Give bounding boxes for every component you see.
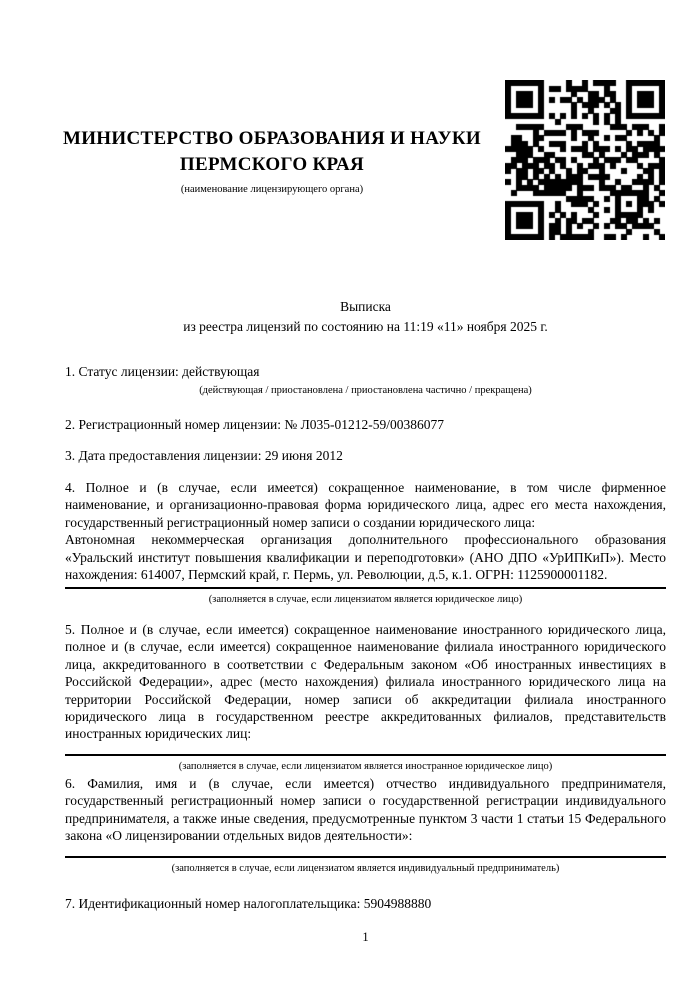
item-foreign-legal-entity <box>65 621 666 773</box>
individual-entrepreneur-heading: 6. Фамилия, имя и (в случае, если имеется) отчество индивидуального предпринимателя, государственный регистрационный номер записи о государственной регистрации индивидуального предпринимателя, а также иные сведения, предусмотренные пунктом 3 части 1 статьи 15 Федерального закона «О лицензировании отдельных видов деятельности»: <box>65 776 666 844</box>
licensing-authority-header <box>62 126 482 196</box>
document-title-block <box>65 297 666 337</box>
legal-entity-caption: (заполняется в случае, если лицензиатом является юридическое лицо) <box>208 594 523 606</box>
item-registration-number <box>65 416 666 433</box>
taxpayer-id-text: 7. Идентификационный номер налогоплательщика: 5904988880 <box>65 896 432 911</box>
foreign-legal-entity-heading: 5. Полное и (в случае, если имеется) сокращенное наименование иностранного юридического лица, полное и (в случае, если имеется) сокращенное наименование филиала иностранного юридического лица, аккредитованного в соответствии с Федеральным законом «Об иностранных инвестициях в Российской Федерации», адрес (место нахождения) филиала иностранного юридического лица на территории Российской Федерации, номер записи об аккредитации филиала иностранного юридического лица в государственном реестре аккредитованных филиалов, представительств иностранных юридических лиц: <box>65 622 666 742</box>
fill-line-legal-entity <box>65 587 666 589</box>
license-status-options-caption: (действующая / приостановлена / приостановлена частично / прекращена) <box>199 385 532 397</box>
ministry-name-line2: ПЕРМСКОГО КРАЯ <box>179 154 365 175</box>
ministry-name-line1: МИНИСТЕРСТВО ОБРАЗОВАНИЯ И НАУКИ <box>62 128 482 149</box>
fill-line-individual-entrepreneur <box>65 856 666 858</box>
license-grant-date-text: 3. Дата предоставления лицензии: 29 июня 2012 <box>65 448 343 463</box>
document-subtitle: из реестра лицензий по состоянию на 11:19 «11» ноября 2025 г. <box>183 319 548 334</box>
qr-code-icon <box>505 80 665 240</box>
legal-entity-value: Автономная некоммерческая организация дополнительного профессионального образования «Уральский институт повышения квалификации и переподготовки» (АНО ДПО «УрИПКиП»). Место нахождения: 614007, Пермский край, г. Пермь, ул. Революции, д.5, к.1. ОГРН: 1125900001182. <box>65 532 666 583</box>
item-license-grant-date <box>65 447 666 464</box>
item-license-status <box>65 363 666 397</box>
individual-entrepreneur-caption: (заполняется в случае, если лицензиатом является индивидуальный предприниматель) <box>171 862 560 874</box>
fill-line-foreign-legal-entity <box>65 754 666 756</box>
item-taxpayer-id <box>65 895 666 912</box>
item-individual-entrepreneur <box>65 775 666 875</box>
document-title: Выписка <box>340 299 391 314</box>
licensing-authority-caption: (наименование лицензирующего органа) <box>180 184 364 195</box>
item-legal-entity <box>65 479 666 606</box>
registration-number-text: 2. Регистрационный номер лицензии: № Л035-01212-59/00386077 <box>65 417 445 432</box>
page-number: 1 <box>362 930 369 944</box>
foreign-legal-entity-caption: (заполняется в случае, если лицензиатом является иностранное юридическое лицо) <box>178 760 553 772</box>
legal-entity-heading: 4. Полное и (в случае, если имеется) сокращенное наименование, в том числе фирменное наименование, и организационно-правовая форма юридического лица, адрес его места нахождения, государственный регистрационный номер записи о создании юридического лица: <box>65 480 666 530</box>
license-status-text: 1. Статус лицензии: действующая <box>65 364 260 379</box>
